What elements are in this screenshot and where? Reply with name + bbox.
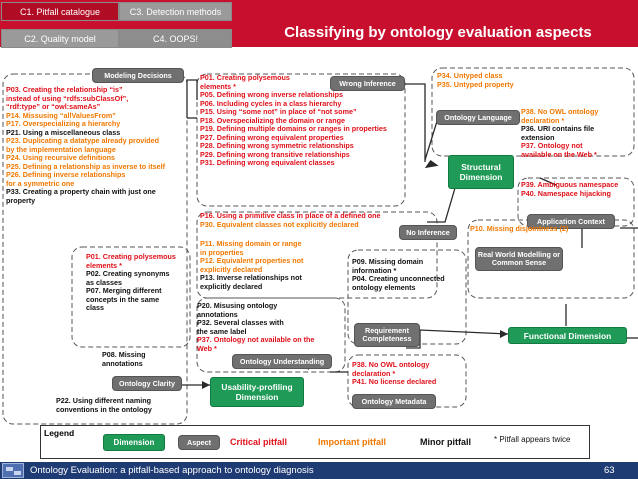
pitfall-line: declaration * bbox=[352, 368, 396, 378]
footer-text: Ontology Evaluation: a pitfall-based approach to ontology diagnosis bbox=[30, 465, 314, 476]
pitfall-line: P07. Merging different bbox=[86, 286, 162, 295]
pitfall-line: declaration * bbox=[521, 115, 565, 125]
pitfall-line: property bbox=[6, 195, 36, 205]
pitfall-line: P12. Equivalent properties not bbox=[200, 256, 304, 265]
pitfall-line: P05. Defining wrong inverse relationships bbox=[200, 90, 343, 99]
dimension-structural-label: Structural Dimension bbox=[459, 162, 503, 182]
pitfall-line: P35. Untyped property bbox=[437, 79, 514, 89]
pitfall-line: P39. Ambiguous namespace bbox=[521, 180, 619, 189]
pitfall-line: instead of using “rdfs:subClassOf”, bbox=[6, 93, 129, 103]
pitfall-line: available on the Web * bbox=[521, 149, 597, 159]
pitfall-line: as classes bbox=[86, 277, 122, 287]
pitfall-line: P04. Creating unconnected bbox=[352, 274, 445, 283]
pitfall-line: P26. Defining inverse relationships bbox=[6, 170, 126, 179]
pitfall-line: Web * bbox=[197, 343, 217, 353]
page-number: 63 bbox=[604, 465, 615, 476]
pitfall-line: P28. Defining wrong symmetric relationships bbox=[200, 141, 354, 150]
legend-dimension: Dimension bbox=[103, 434, 165, 451]
pitfall-line: elements * bbox=[200, 81, 236, 91]
nav-tab-c3[interactable]: C3. Detection methods bbox=[119, 2, 232, 21]
pitfall-line: extension bbox=[521, 132, 555, 142]
pitfall-line: P16. Using a primitive class in place of a defined one bbox=[200, 211, 381, 220]
pitfall-line: P25. Defining a relationship as inverse to itself bbox=[6, 161, 165, 171]
pitfall-line: P34. Untyped class bbox=[437, 71, 503, 80]
aspect-no-inference: No Inference bbox=[399, 225, 457, 240]
pitfall-line: P30. Equivalent classes not explicitly declared bbox=[200, 219, 359, 229]
pitfall-line: P03. Creating the relationship “is” bbox=[6, 85, 123, 94]
aspect-ontology-understanding: Ontology Understanding bbox=[232, 354, 332, 369]
dimension-usability-label: Usability-profiling Dimension bbox=[221, 382, 293, 402]
pitfall-line: annotations bbox=[197, 309, 238, 319]
pitfall-line: P40. Namespace hijacking bbox=[521, 188, 611, 198]
pitfall-line: P19. Defining multiple domains or ranges in properties bbox=[200, 124, 387, 133]
pitfall-line: P37. Ontology not available on the bbox=[197, 335, 315, 344]
pitfall-line: P06. Including cycles in a class hierarchy bbox=[200, 98, 342, 108]
pitfall-line: class bbox=[86, 303, 104, 312]
pitfall-line: “rdf:type” or “owl:sameAs” bbox=[6, 102, 101, 111]
legend-aspect: Aspect bbox=[178, 435, 220, 450]
aspect-real-world-label: Real World Modelling or Common Sense bbox=[477, 250, 561, 267]
pitfall-line: P11. Missing domain or range bbox=[200, 239, 302, 248]
pitfall-line: by the implementation language bbox=[6, 144, 116, 154]
pitfall-line: P13. Inverse relationships not bbox=[200, 273, 302, 282]
aspect-requirement bbox=[354, 323, 420, 347]
pitfall-line: P01. Creating polysemous bbox=[86, 252, 176, 261]
pitfall-line: P29. Defining wrong transitive relationships bbox=[200, 149, 350, 159]
pitfall-line: P09. Missing domain bbox=[352, 257, 424, 266]
page-title: Classifying by ontology evaluation aspects bbox=[284, 24, 592, 41]
pitfall-line: P24. Using recursive definitions bbox=[6, 153, 116, 162]
aspect-wrong-inference: Wrong Inference bbox=[330, 76, 405, 91]
pitfall-line: explicitly declared bbox=[200, 281, 263, 291]
nav-tab-c4[interactable]: C4. OOPS! bbox=[119, 29, 232, 48]
aspect-ontology-clarity: Ontology Clarity bbox=[112, 376, 182, 391]
aspect-modeling-decisions: Modeling Decisions bbox=[92, 68, 184, 83]
pitfall-line: P36. URI contains file bbox=[521, 124, 595, 133]
dimension-functional: Functional Dimension bbox=[508, 327, 627, 344]
pitfall-line: P10. Missing disjointness (2) bbox=[470, 224, 569, 233]
pitfall-line: P31. Defining wrong equivalent classes bbox=[200, 158, 335, 167]
pitfall-line: P22. Using different naming bbox=[56, 396, 152, 405]
pitfall-line: P21. Using a miscellaneous class bbox=[6, 127, 121, 137]
legend-minor: Minor pitfall bbox=[420, 437, 471, 447]
pitfall-line: P14. Missusing “allValuesFrom” bbox=[6, 110, 116, 120]
pitfall-line: conventions in the ontology bbox=[56, 404, 152, 414]
pitfall-line: P18. Overspecializing the domain or range bbox=[200, 115, 345, 125]
pitfall-line: concepts in the same bbox=[86, 294, 160, 304]
pitfall-line: P17. Overspecializing a hierarchy bbox=[6, 119, 121, 128]
dimension-structural bbox=[448, 155, 514, 189]
pitfall-line: the same label bbox=[197, 326, 247, 336]
footer-logo bbox=[2, 463, 24, 478]
pitfall-line: P02. Creating synonyms bbox=[86, 269, 170, 278]
pitfall-line: P20. Misusing ontology bbox=[197, 301, 278, 310]
dimension-usability bbox=[210, 377, 304, 407]
nav-tab-c2[interactable]: C2. Quality model bbox=[1, 29, 119, 48]
legend-note: * Pitfall appears twice bbox=[494, 435, 571, 444]
pitfall-line: P27. Defining wrong equivalent properties bbox=[200, 132, 344, 142]
pitfall-line: P38. No OWL ontology bbox=[352, 360, 430, 369]
aspect-ontology-metadata: Ontology Metadata bbox=[352, 394, 436, 409]
legend-critical: Critical pitfall bbox=[230, 437, 288, 447]
legend-important: Important pitfall bbox=[318, 437, 386, 447]
pitfall-line: P41. No license declared bbox=[352, 377, 437, 386]
legend-title: Legend bbox=[44, 428, 75, 438]
pitfall-line: annotations bbox=[102, 358, 143, 368]
pitfall-line: ontology elements bbox=[352, 282, 416, 292]
pitfall-line: information * bbox=[352, 265, 397, 275]
pitfall-line: P37. Ontology not bbox=[521, 141, 583, 150]
nav-tab-c1[interactable]: C1. Pitfall catalogue bbox=[1, 2, 119, 21]
pitfall-line: for a symmetric one bbox=[6, 178, 75, 188]
pitfall-line: P23. Duplicating a datatype already provided bbox=[6, 136, 159, 145]
pitfall-line: P08. Missing bbox=[102, 350, 146, 359]
aspect-real-world bbox=[475, 247, 563, 271]
pitfall-line: P32. Several classes with bbox=[197, 318, 284, 327]
pitfall-line: P01. Creating polysemous bbox=[200, 73, 290, 82]
pitfall-line: P33. Creating a property chain with just one bbox=[6, 187, 156, 196]
aspect-application-context: Application Context bbox=[527, 214, 615, 229]
pitfall-line: P38. No OWL ontology bbox=[521, 107, 599, 116]
pitfall-line: P15. Using “some not” in place of “not some” bbox=[200, 107, 357, 116]
pitfall-line: in properties bbox=[200, 247, 244, 257]
aspect-requirement-label: Requirement Completeness bbox=[362, 326, 412, 343]
pitfall-line: explicitly declared bbox=[200, 264, 263, 274]
pitfall-line: elements * bbox=[86, 260, 122, 270]
aspect-ontology-language: Ontology Language bbox=[436, 110, 520, 125]
